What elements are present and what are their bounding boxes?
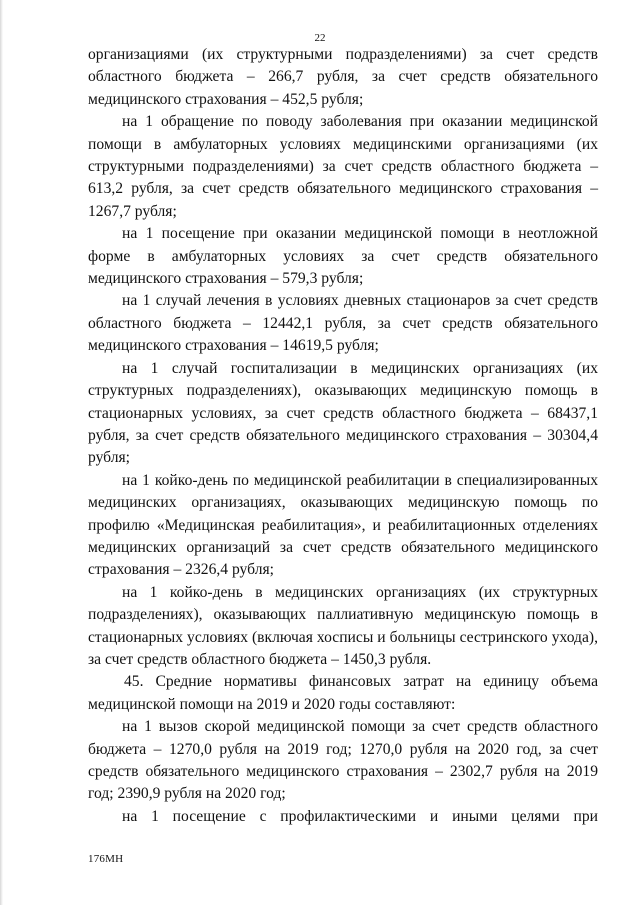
scan-edge-shadow xyxy=(0,0,3,905)
paragraph-item-45: 45. Средние нормативы финансовых затрат на единицу объема медицинской помощи на 2019 и 2020 годы составляют: xyxy=(88,673,598,713)
page-number: 22 xyxy=(314,32,326,44)
document-body xyxy=(88,44,598,828)
paragraph-urgent-visit: на 1 посещение при оказании медицинской помощи в неотложной форме в амбулаторных условиях за счет средств обязательного медицинского страхования – 579,3 рубля; xyxy=(88,225,598,288)
paragraph-ambulance-call: на 1 вызов скорой медицинской помощи за счет средств областного бюджета – 1270,0 рубля на 2019 год; 1270,0 рубля на 2020 год, за счет средств обязательного медицинского страхования – 2302,7 рубля на 2019 год; 2390,9 рубля на 2020 год; xyxy=(88,718,598,803)
paragraph-hospitalization: на 1 случай госпитализации в медицинских организациях (их структурных подразделениях), оказывающих медицинскую помощь в стационарных условиях, за счет средств областного бюджета – 68437,1 рубля, за счет средств обязательного медицинского страхования – 30304,4 рубля; xyxy=(88,359,598,467)
paragraph-preventive-visit: на 1 посещение с профилактическими и иными целями при xyxy=(122,807,598,825)
paragraph-rehabilitation-bed-day: на 1 койко-день по медицинской реабилитации в специализированных медицинских организациях, оказывающих медицинскую помощь по профилю «Медицинская реабилитация», и реабилитационных отделениях медицинских организаций за счет средств обязательного медицинского страхования – 2326,4 рубля; xyxy=(88,471,598,579)
paragraph-palliative-bed-day: на 1 койко-день в медицинских организациях (их структурных подразделениях), оказывающих паллиативную медицинскую помощь в стационарных условиях (включая хосписы и больницы сестринского ухода), за счет средств областного бюджета – 1450,3 рубля. xyxy=(88,583,598,668)
paragraph-continuation: организациями (их структурными подразделениями) за счет средств областного бюджета – 266,7 рубля, за счет средств обязательного медицинского страхования – 452,5 рубля; xyxy=(88,46,598,108)
paragraph-day-hospital: на 1 случай лечения в условиях дневных стационаров за счет средств областного бюджета – 12442,1 рубля, за счет средств обязательного медицинского страхования – 14619,5 рубля; xyxy=(88,292,598,355)
paragraph-outpatient-appeal: на 1 обращение по поводу заболевания при оказании медицинской помощи в амбулаторных условиях медицинскими организациями (их структурными подразделениями) за счет средств областного бюджета – 613,2 рубля, за счет средств обязательного медицинского страхования – 1267,7 рубля; xyxy=(88,113,598,220)
document-code: 176МН xyxy=(88,853,124,865)
